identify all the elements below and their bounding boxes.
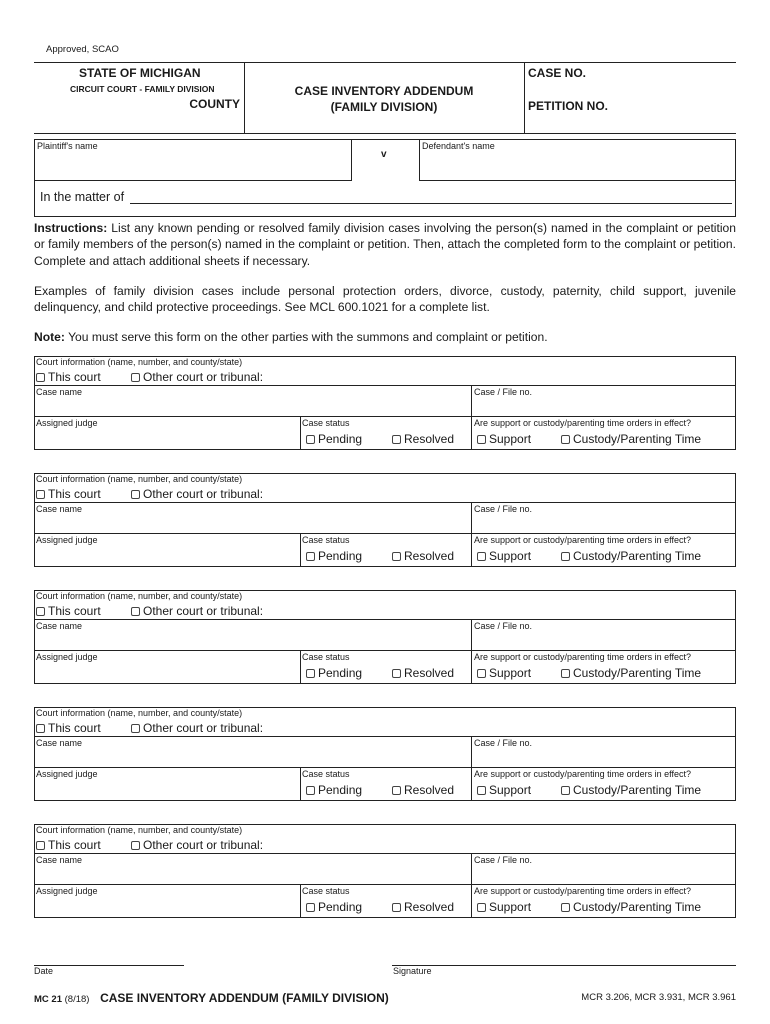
case-file-no-label: Case / File no. [474,504,533,514]
circuit-court: CIRCUIT COURT - FAMILY DIVISION [70,84,215,94]
case-entry-block [34,707,736,801]
case-status-label: Case status [302,652,350,662]
defendant-label: Defendant's name [422,141,495,151]
divider [35,416,735,417]
form-date: (8/18) [64,994,90,1005]
other-court-label: Other court or tribunal: [143,487,264,501]
signature-label: Signature [393,966,432,976]
resolved-option[interactable] [392,783,454,797]
resolved-option[interactable] [392,432,454,446]
signature-line[interactable] [392,965,736,966]
orders-question-label: Are support or custody/parenting time orders in effect? [474,769,691,779]
this-court-label: This court [48,604,101,618]
checkbox-icon[interactable] [306,552,315,561]
checkbox-icon[interactable] [477,552,486,561]
case-entry-block [34,824,736,918]
other-court-option[interactable] [131,721,263,735]
divider [300,650,301,683]
checkbox-icon[interactable] [131,841,140,850]
orders-question-label: Are support or custody/parenting time orders in effect? [474,886,691,896]
note-text: You must serve this form on the other parties with the summons and complaint or petition. [68,330,548,344]
checkbox-icon[interactable] [477,435,486,444]
checkbox-icon[interactable] [392,786,401,795]
custody-label: Custody/Parenting Time [573,549,702,563]
case-no-label: CASE NO. [528,66,587,80]
checkbox-icon[interactable] [306,903,315,912]
support-label: Support [489,900,532,914]
case-file-no-label: Case / File no. [474,387,533,397]
divider [471,767,472,800]
case-number-cell[interactable] [524,63,736,133]
support-label: Support [489,783,532,797]
resolved-label: Resolved [404,432,455,446]
checkbox-icon[interactable] [561,669,570,678]
case-status-label: Case status [302,535,350,545]
this-court-label: This court [48,487,101,501]
matter-label: In the matter of [40,190,125,204]
footer-title: CASE INVENTORY ADDENDUM (FAMILY DIVISION) [100,991,389,1005]
other-court-label: Other court or tribunal: [143,838,264,852]
orders-question-label: Are support or custody/parenting time orders in effect? [474,418,691,428]
checkbox-icon[interactable] [131,607,140,616]
divider [471,650,472,683]
divider [300,767,301,800]
checkbox-icon[interactable] [306,786,315,795]
checkbox-icon[interactable] [392,552,401,561]
other-court-label: Other court or tribunal: [143,721,264,735]
this-court-option[interactable] [36,370,101,384]
form-title: CASE INVENTORY ADDENDUM [294,84,474,98]
plaintiff-label: Plaintiff's name [37,141,98,151]
custody-label: Custody/Parenting Time [573,666,702,680]
checkbox-icon[interactable] [131,490,140,499]
support-option[interactable] [477,549,531,563]
case-entry-block [34,590,736,684]
case-name-label: Case name [36,855,83,865]
form-subtitle: (FAMILY DIVISION) [330,100,438,114]
case-file-no-label: Case / File no. [474,621,533,631]
custody-option[interactable] [561,666,701,680]
this-court-label: This court [48,370,101,384]
divider [471,416,472,449]
checkbox-icon[interactable] [36,841,45,850]
divider [300,533,301,566]
support-label: Support [489,432,532,446]
assigned-judge-label: Assigned judge [36,418,98,428]
this-court-label: This court [48,721,101,735]
resolved-option[interactable] [392,900,454,914]
parties-section [34,139,736,217]
other-court-option[interactable] [131,370,263,384]
resolved-option[interactable] [392,549,454,563]
custody-option[interactable] [561,783,701,797]
divider [300,884,301,917]
divider [471,736,472,767]
support-option[interactable] [477,783,531,797]
form-header [34,62,736,134]
checkbox-icon[interactable] [561,903,570,912]
other-court-option[interactable] [131,604,263,618]
custody-option[interactable] [561,549,701,563]
divider [471,884,472,917]
checkbox-icon[interactable] [131,724,140,733]
pending-label: Pending [318,432,363,446]
pending-label: Pending [318,666,363,680]
assigned-judge-label: Assigned judge [36,769,98,779]
defendant-field[interactable] [419,140,736,181]
examples-paragraph: Examples of family division cases include personal protection orders, divorce, custody, paternity, child support, juvenile delinquency, and child protective proceedings. See MCL 600.1021 for a complete list. [34,284,736,315]
this-court-option[interactable] [36,604,101,618]
resolved-label: Resolved [404,783,455,797]
checkbox-icon[interactable] [561,786,570,795]
case-name-label: Case name [36,738,83,748]
court-rules: MCR 3.206, MCR 3.931, MCR 3.961 [581,992,736,1003]
this-court-label: This court [48,838,101,852]
other-court-label: Other court or tribunal: [143,370,264,384]
support-label: Support [489,666,532,680]
case-status-label: Case status [302,418,350,428]
resolved-label: Resolved [404,900,455,914]
court-info-label: Court information (name, number, and county/state) [36,825,243,835]
divider [35,736,735,737]
checkbox-icon[interactable] [36,490,45,499]
divider [35,853,735,854]
divider [471,385,472,416]
support-option[interactable] [477,900,531,914]
pending-label: Pending [318,783,363,797]
custody-option[interactable] [561,432,701,446]
divider [35,533,735,534]
court-info-label: Court information (name, number, and county/state) [36,708,243,718]
assigned-judge-label: Assigned judge [36,886,98,896]
checkbox-icon[interactable] [36,724,45,733]
divider [471,619,472,650]
pending-option[interactable] [306,432,362,446]
case-name-label: Case name [36,621,83,631]
footer-form-id [34,991,389,1005]
divider [35,767,735,768]
instructions-text: List any known pending or resolved family division cases involving the person(s) named in the complaint or petition or family members of the person(s) named in the complaint or petition. Then, attach the completed form to the complaint or petition. Complete and attach additional sheets if necessary. [34,221,736,268]
custody-label: Custody/Parenting Time [573,432,702,446]
other-court-label: Other court or tribunal: [143,604,264,618]
assigned-judge-label: Assigned judge [36,652,98,662]
support-label: Support [489,549,532,563]
this-court-option[interactable] [36,838,101,852]
checkbox-icon[interactable] [392,669,401,678]
court-info-label: Court information (name, number, and county/state) [36,474,243,484]
checkbox-icon[interactable] [36,607,45,616]
divider [35,884,735,885]
pending-label: Pending [318,549,363,563]
checkbox-icon[interactable] [392,435,401,444]
divider [471,502,472,533]
checkbox-icon[interactable] [561,552,570,561]
case-file-no-label: Case / File no. [474,738,533,748]
custody-label: Custody/Parenting Time [573,783,702,797]
checkbox-icon[interactable] [477,903,486,912]
checkbox-icon[interactable] [561,435,570,444]
orders-question-label: Are support or custody/parenting time orders in effect? [474,652,691,662]
state-name: STATE OF MICHIGAN [79,66,201,80]
pending-option[interactable] [306,549,362,563]
county-label: COUNTY [189,97,240,111]
this-court-option[interactable] [36,721,101,735]
divider [471,533,472,566]
case-entry-block [34,473,736,567]
petition-no-label: PETITION NO. [528,99,609,113]
case-entry-block [34,356,736,450]
resolved-option[interactable] [392,666,454,680]
court-info-label: Court information (name, number, and county/state) [36,591,243,601]
instructions-label: Instructions: [34,221,108,235]
divider [35,619,735,620]
plaintiff-field[interactable] [35,140,352,181]
other-court-option[interactable] [131,487,263,501]
title-cell [244,63,525,133]
pending-option[interactable] [306,783,362,797]
other-court-option[interactable] [131,838,263,852]
pending-option[interactable] [306,666,362,680]
case-name-label: Case name [36,504,83,514]
divider [471,853,472,884]
approved-label: Approved, SCAO [46,44,119,55]
pending-label: Pending [318,900,363,914]
checkbox-icon[interactable] [36,373,45,382]
support-option[interactable] [477,432,531,446]
form-id: MC 21 [34,994,62,1005]
court-cell [34,63,245,133]
checkbox-icon[interactable] [477,669,486,678]
court-info-label: Court information (name, number, and county/state) [36,357,243,367]
orders-question-label: Are support or custody/parenting time orders in effect? [474,535,691,545]
checkbox-icon[interactable] [131,373,140,382]
note-paragraph [34,329,736,345]
note-label: Note: [34,330,65,344]
checkbox-icon[interactable] [392,903,401,912]
support-option[interactable] [477,666,531,680]
case-name-label: Case name [36,387,83,397]
case-status-label: Case status [302,769,350,779]
case-file-no-label: Case / File no. [474,855,533,865]
pending-option[interactable] [306,900,362,914]
divider [35,385,735,386]
date-label: Date [34,966,54,976]
checkbox-icon[interactable] [306,669,315,678]
custody-option[interactable] [561,900,701,914]
this-court-option[interactable] [36,487,101,501]
date-line[interactable] [34,965,184,966]
divider [35,502,735,503]
custody-label: Custody/Parenting Time [573,900,702,914]
divider [35,650,735,651]
resolved-label: Resolved [404,549,455,563]
assigned-judge-label: Assigned judge [36,535,98,545]
case-status-label: Case status [302,886,350,896]
versus-label: v [381,149,387,160]
resolved-label: Resolved [404,666,455,680]
instructions-paragraph [34,220,736,269]
checkbox-icon[interactable] [477,786,486,795]
divider [300,416,301,449]
matter-field[interactable] [130,203,732,204]
checkbox-icon[interactable] [306,435,315,444]
